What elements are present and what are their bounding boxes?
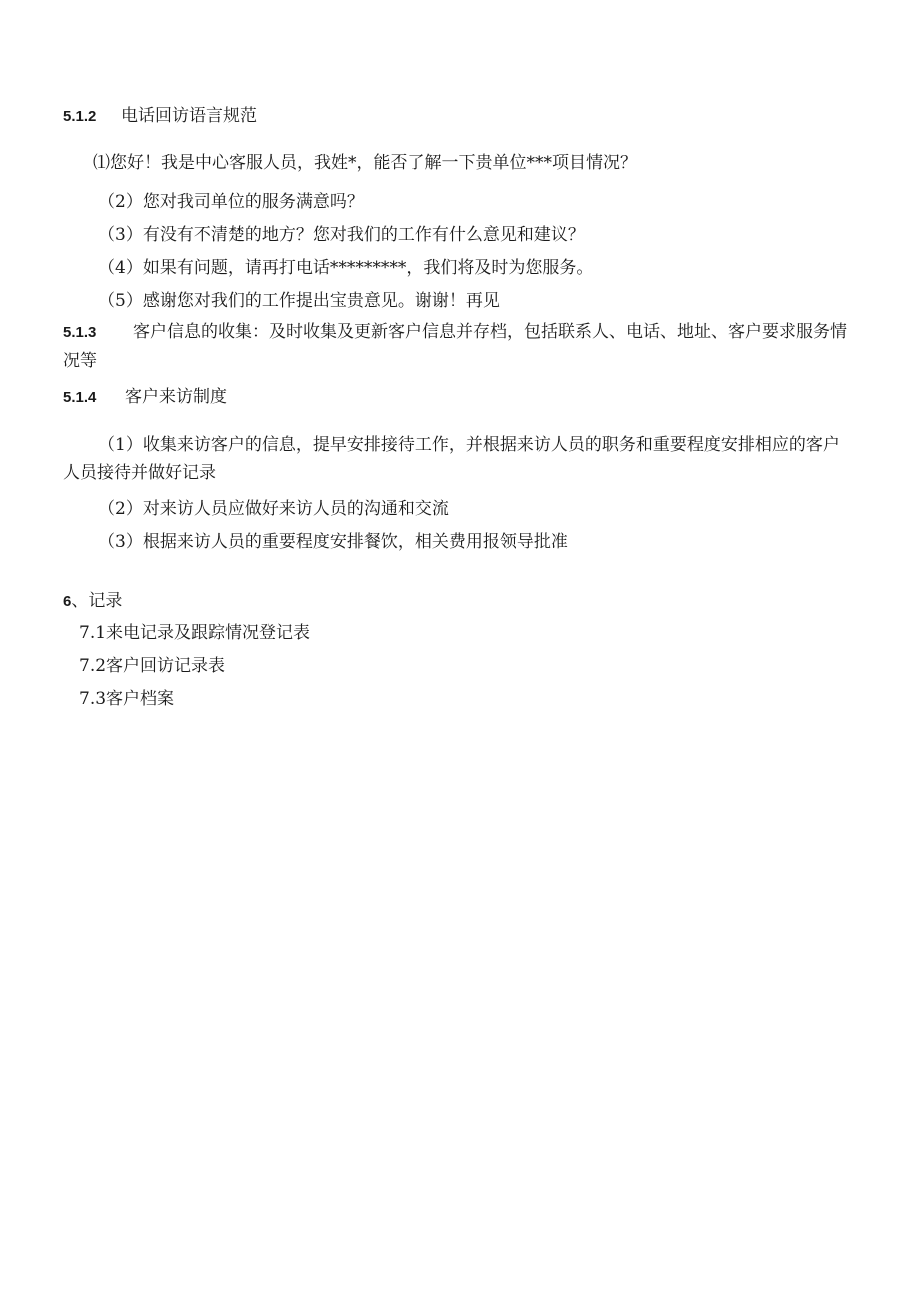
section-title: 、记录 bbox=[71, 591, 123, 611]
list-item: （4）如果有问题，请再打电话*********，我们将及时为您服务。 bbox=[98, 258, 594, 278]
section-heading-6 bbox=[63, 589, 122, 614]
list-item: 7.2客户回访记录表 bbox=[79, 656, 226, 676]
section-number: 6 bbox=[63, 593, 72, 610]
list-item: 7.1来电记录及跟踪情况登记表 bbox=[79, 623, 311, 643]
section-heading-5-1-2 bbox=[63, 104, 257, 129]
list-item: ⑴您好！我是中心客服人员，我姓*，能否了解一下贵单位***项目情况？ bbox=[93, 153, 637, 173]
list-item: （3）有没有不清楚的地方？您对我们的工作有什么意见和建议？ bbox=[98, 225, 585, 245]
section-title: 电话回访语言规范 bbox=[121, 106, 257, 126]
section-text: 客户信息的收集：及时收集及更新客户信息并存档，包括联系人、电话、地址、客户要求服务情况等 bbox=[63, 322, 847, 371]
list-item: （2）对来访人员应做好来访人员的沟通和交流 bbox=[98, 499, 449, 519]
section-number: 5.1.2 bbox=[63, 108, 97, 125]
list-item: （3）根据来访人员的重要程度安排餐饮，相关费用报领导批准 bbox=[98, 532, 568, 552]
list-item: （5）感谢您对我们的工作提出宝贵意见。谢谢！再见 bbox=[98, 291, 500, 311]
section-number: 5.1.4 bbox=[63, 389, 97, 406]
section-number: 5.1.3 bbox=[63, 324, 97, 341]
list-item: 7.3客户档案 bbox=[79, 689, 175, 709]
section-title: 客户来访制度 bbox=[125, 387, 227, 407]
list-item: （1）收集来访客户的信息，提早安排接待工作，并根据来访人员的职务和重要程度安排相应的客户人员接待并做好记录 bbox=[63, 435, 840, 483]
section-heading-5-1-4 bbox=[63, 385, 227, 410]
section-paragraph-5-1-3 bbox=[63, 318, 863, 375]
list-item: （2）您对我司单位的服务满意吗？ bbox=[98, 192, 364, 212]
